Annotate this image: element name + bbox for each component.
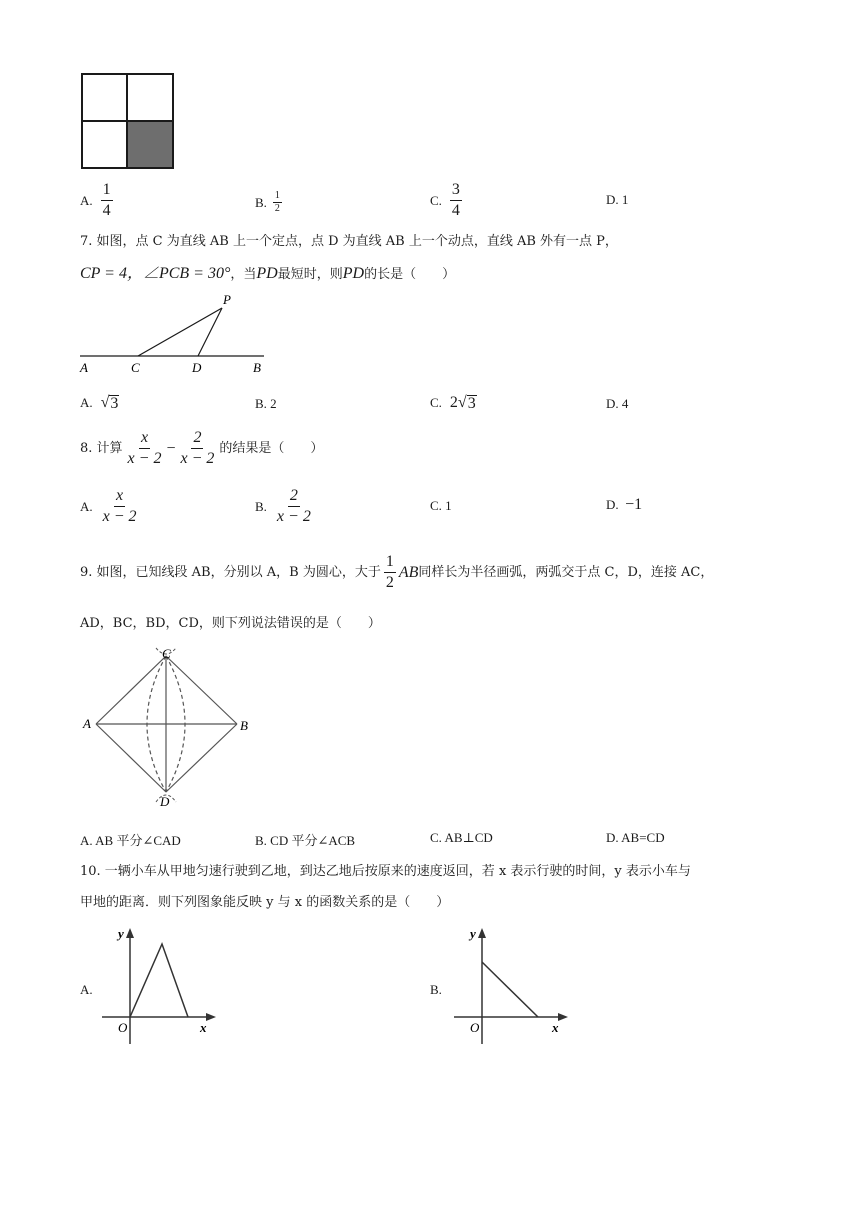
point-d-label: D	[160, 794, 170, 809]
q10-graph-b	[452, 924, 572, 1048]
q10-option-a-label: A.	[80, 982, 93, 997]
q8-option-b: B. $\frac{2}{x - 2}$	[255, 487, 311, 525]
q9-option-a: A. AB 平分∠CAD	[80, 833, 181, 848]
q8-option-d: D. −1	[606, 496, 643, 513]
q9-option-c: C. AB⊥CD	[430, 830, 493, 845]
q9-figure	[80, 644, 260, 810]
x-axis-label: x	[200, 1020, 207, 1035]
grid-figure	[80, 72, 176, 172]
q9-stem-line2: AD，BC，BD，CD，则下列说法错误的是（ ）	[80, 616, 381, 631]
q8-option-a: A. $\frac{x}{x - 2}$	[80, 487, 137, 525]
point-b-label: B	[253, 360, 261, 375]
q10-stem-line2: 甲地的距离．则下列图象能反映 y 与 x 的函数关系的是（ ）	[80, 895, 450, 910]
q6-option-a: A. $\frac{1}{4}$	[80, 181, 111, 219]
q7-option-b: B. 2	[255, 396, 277, 411]
point-c-label: C	[162, 646, 171, 661]
q9-option-b: B. CD 平分∠ACB	[255, 833, 356, 848]
point-p-label: P	[223, 292, 231, 307]
x-axis-label: x	[552, 1020, 559, 1035]
q7-figure	[76, 290, 272, 376]
q7-option-d: D. 4	[606, 396, 629, 411]
y-axis-label: y	[118, 926, 124, 941]
q7-stem-line2: CP = 4，∠PCB = 30°，当PD最短时，则PD的长是（ ）	[80, 265, 456, 282]
q6-option-c: C. $\frac{3}{4}$	[430, 181, 460, 219]
point-b-label: B	[240, 718, 248, 733]
point-a-label: A	[83, 716, 91, 731]
q8-stem: 8. 计算 $\frac{x}{x - 2}$ − $\frac{2}{x - 2}$ 的结果是（ ）	[80, 429, 324, 467]
origin-label: O	[470, 1020, 480, 1035]
point-d-label: D	[192, 360, 202, 375]
point-c-label: C	[131, 360, 140, 375]
q6-option-b: B. $\frac{1}{2}$	[255, 190, 280, 214]
q7-option-a: A. √ 3	[80, 394, 119, 412]
q7-stem-line1: 7. 如图，点 C 为直线 AB 上一个定点，点 D 为直线 AB 上一个动点，直线 AB 外有一点 P，	[80, 234, 618, 249]
y-axis-label: y	[470, 926, 476, 941]
q8-option-c: C. 1	[430, 498, 452, 513]
q9-stem-line1: 9. 如图，已知线段 AB，分别以 A，B 为圆心，大于 $\frac{1}{2}$ AB 同样长为半径画弧，两弧交于点 C，D，连接 AC，	[80, 553, 714, 591]
q10-option-b-label: B.	[430, 982, 442, 997]
origin-label: O	[118, 1020, 128, 1035]
q9-option-d: D. AB=CD	[606, 830, 665, 845]
q6-option-d: D. 1	[606, 192, 629, 207]
q10-graph-a	[100, 924, 220, 1048]
point-a-label: A	[80, 360, 88, 375]
q7-option-c: C. 2 √ 3	[430, 394, 476, 412]
q10-stem-line1: 10. 一辆小车从甲地匀速行驶到乙地，到达乙地后按原来的速度返回，若 x 表示行驶的时间，y 表示小车与	[80, 864, 691, 879]
